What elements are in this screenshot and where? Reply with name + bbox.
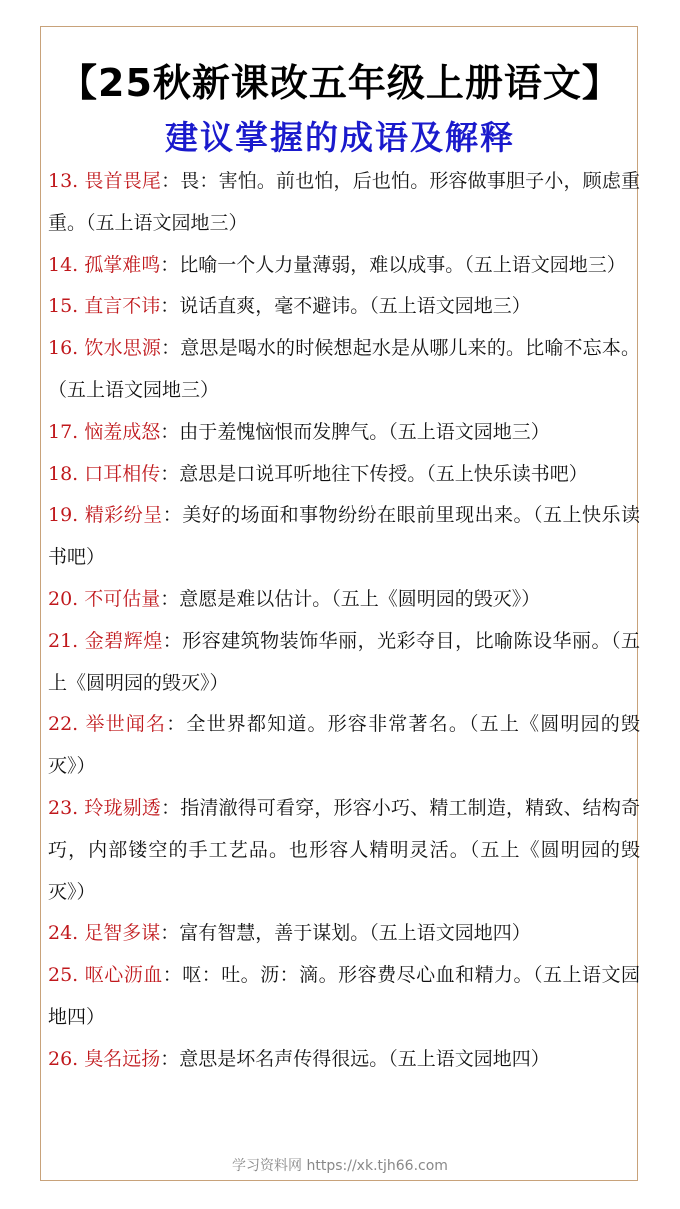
idiom-list [48,161,640,1081]
idiom-explanation: ：美好的场面和事物纷纷在眼前里现出来。（五上快乐读书吧） [48,504,640,569]
idiom-explanation: ：形容建筑物装饰华丽，光彩夺目，比喻陈设华丽。（五上《圆明园的毁灭》） [48,629,640,694]
idiom-entry [48,328,640,412]
idiom-explanation: ：意愿是难以估计。（五上《圆明园的毁灭》） [160,587,541,610]
idiom-entry [48,454,640,496]
idiom-explanation: ：畏：害怕。前也怕，后也怕。形容做事胆子小，顾虑重重。（五上语文园地三） [48,170,640,234]
idiom-entry [48,704,640,788]
idiom-explanation: ：指清澈得可看穿，形容小巧、精工制造，精致、结构奇巧，内部镂空的手工艺品。也形容人精明灵活。（五上《圆明园的毁灭》） [48,796,640,903]
idiom-entry [48,955,640,1039]
idiom-explanation: ：全世界都知道。形容非常著名。（五上《圆明园的毁灭》） [48,713,640,778]
idiom-term: 26. 臭名远扬 [48,1047,161,1070]
idiom-entry [48,495,640,579]
idiom-term: 22. 举世闻名 [48,713,167,736]
page-title: 【25秋新课改五年级上册语文】 [59,61,621,105]
idiom-entry [48,788,640,913]
idiom-term: 14. 孤掌难鸣 [48,253,161,276]
idiom-term: 16. 饮水思源 [48,337,162,360]
page-subtitle: 建议掌握的成语及解释 [165,118,515,157]
idiom-term: 21. 金碧辉煌 [48,629,163,652]
idiom-explanation: ：由于羞愧恼恨而发脾气。（五上语文园地三） [160,420,550,443]
idiom-explanation: ：意思是坏名声传得很远。（五上语文园地四） [160,1047,550,1070]
idiom-term: 13. 畏首畏尾 [48,170,162,192]
idiom-entry [48,621,640,705]
idiom-term: 18. 口耳相传 [48,462,161,485]
idiom-term: 17. 恼羞成怒 [48,420,161,443]
idiom-entry [48,579,640,621]
idiom-explanation: ：富有智慧，善于谋划。（五上语文园地四） [160,922,531,945]
idiom-term: 25. 呕心沥血 [48,964,163,987]
idiom-term: 23. 玲珑剔透 [48,796,162,819]
idiom-entry [48,286,640,328]
idiom-explanation: ：意思是口说耳听地往下传授。（五上快乐读书吧） [160,462,588,485]
idiom-entry [48,161,640,245]
idiom-term: 19. 精彩纷呈 [48,504,163,527]
idiom-entry [48,412,640,454]
idiom-term: 20. 不可估量 [48,587,161,610]
idiom-explanation: ：意思是喝水的时候想起水是从哪儿来的。比喻不忘本。（五上语文园地三） [48,337,640,401]
idiom-entry [48,1039,640,1081]
idiom-term: 15. 直言不讳 [48,295,161,318]
idiom-entry [48,245,640,287]
idiom-explanation: ：比喻一个人力量薄弱，难以成事。（五上语文园地三） [160,253,626,276]
idiom-term: 24. 足智多谋 [48,922,161,945]
idiom-explanation: ：说话直爽，毫不避讳。（五上语文园地三） [160,295,531,318]
footer-watermark: 学习资料网 https://xk.tjh66.com [232,1158,448,1174]
idiom-explanation: ：呕：吐。沥：滴。形容费尽心血和精力。（五上语文园地四） [48,964,640,1028]
idiom-entry [48,913,640,955]
